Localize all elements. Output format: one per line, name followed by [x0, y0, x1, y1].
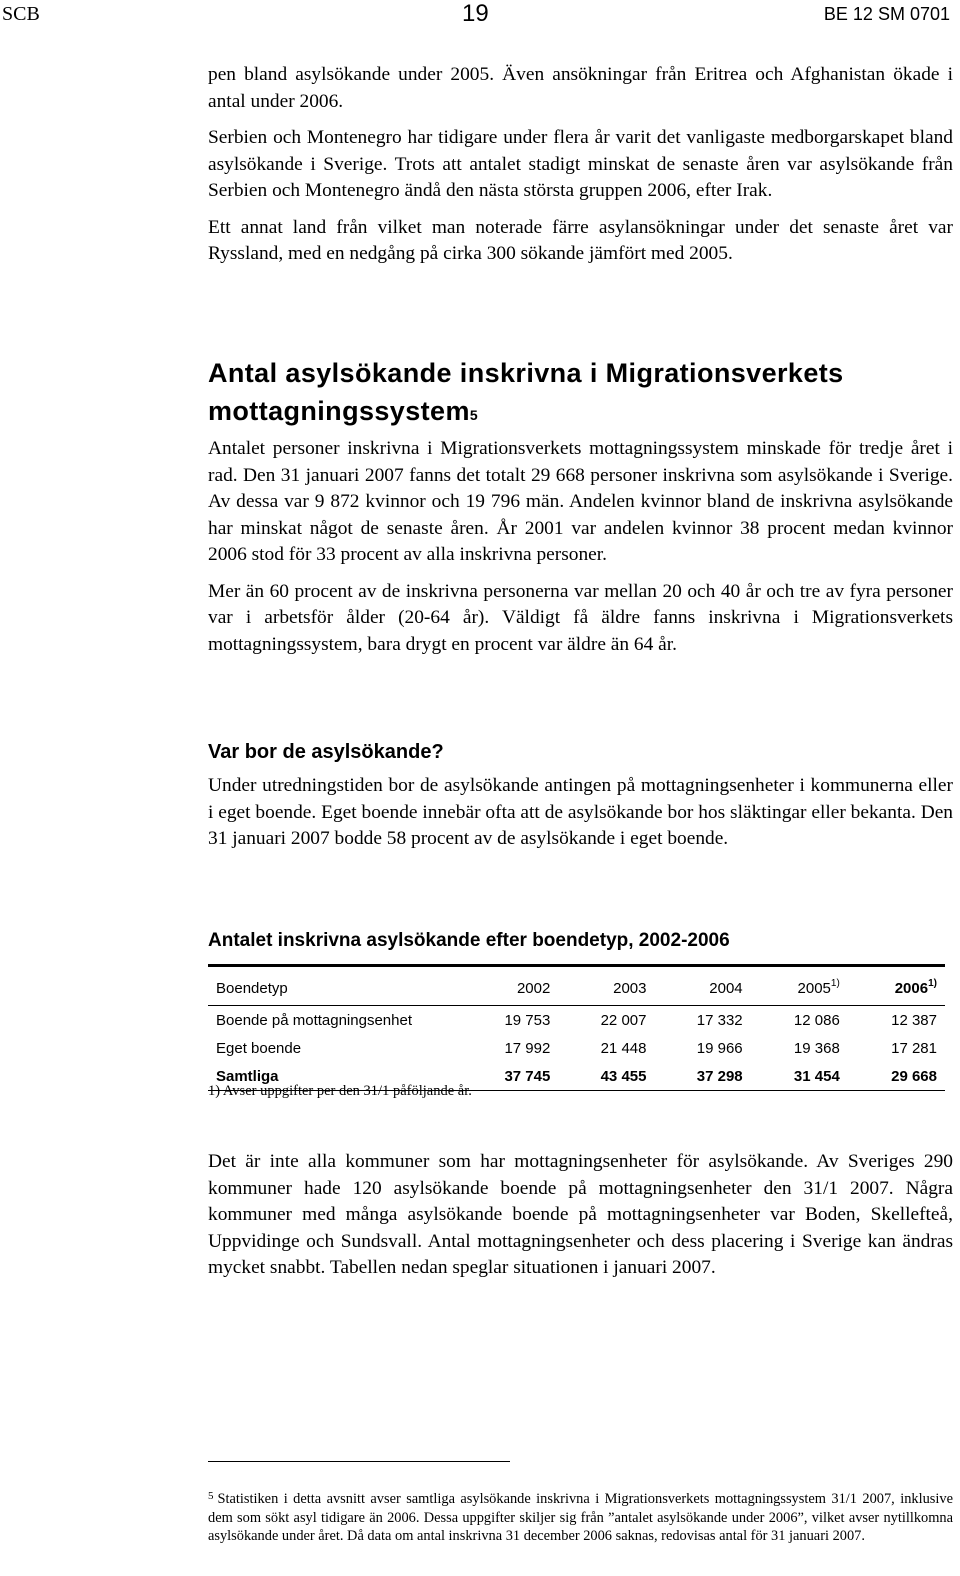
paragraph: Mer än 60 procent av de inskrivna personerna var mellan 20 och 40 år och tre av fyra personer var i arbetsför ålder (20-64 år). Väldigt få äldre fanns inskrivna i Migrationsverkets mottagningssystem, bara drygt en procent var äldre än 64 år. — [208, 580, 953, 655]
section-heading — [208, 354, 953, 430]
column-header: 2003 — [613, 979, 647, 997]
column-header: 2004 — [709, 979, 743, 997]
table-cell: 17 332 — [696, 1011, 743, 1029]
table-cell: 29 668 — [891, 1067, 937, 1085]
row-label: Eget boende — [216, 1039, 302, 1057]
section-boende — [208, 739, 953, 853]
table-cell: 43 455 — [600, 1067, 647, 1085]
footnote — [208, 1490, 953, 1546]
table-title: Antalet inskrivna asylsökande efter boendetyp, 2002-2006 — [208, 930, 730, 951]
table-cell: 22 007 — [600, 1011, 647, 1029]
paragraph: Under utredningstiden bor de asylsökande antingen på mottagningsenheter i kommunerna eller i eget boende. Eget boende innebär ofta att de asylsökande bor hos släktingar eller bekanta. Den 31 januari 2007 bodde 58 procent av de asylsökande i eget boende. — [208, 775, 953, 849]
column-header: 2002 — [516, 979, 551, 997]
paragraph: Serbien och Montenegro har tidigare under flera år varit det vanligaste medborgarskapet bland asylsökande i Sverige. Trots att antalet stadigt minskat de senaste åren var asylsökande från Serbien och Montenegro ändå den nästa största gruppen 2006, efter Irak. — [208, 127, 953, 201]
column-header: 2005$^{1)}$ — [797, 977, 840, 997]
table-cell: 12 387 — [891, 1011, 937, 1029]
paragraph: pen bland asylsökande under 2005. Även ansökningar från Eritrea och Afghanistan ökade i antal under 2006. — [208, 64, 953, 112]
table-cell: 37 298 — [696, 1067, 743, 1085]
report-code: BE 12 SM 0701 — [823, 4, 950, 24]
paragraph: Ett annat land från vilket man noterade färre asylansökningar under det senaste året var Ryssland, med en nedgång på cirka 300 sökande jämfört med 2005. — [208, 216, 953, 264]
table-cell: 19 368 — [793, 1039, 840, 1057]
year-note-mark: 1) — [830, 977, 840, 989]
bottom-text-block — [208, 1149, 953, 1282]
row-label: Boende på mottagningsenhet — [216, 1011, 412, 1029]
year-note-mark: 1) — [928, 977, 937, 989]
subsection-heading: Var bor de asylsökande? — [208, 741, 444, 763]
footnote-ref[interactable]: 5 — [469, 407, 478, 423]
table-cell: 17 281 — [891, 1039, 937, 1057]
section-inskrivna — [208, 354, 953, 658]
table-title-wrap — [208, 928, 953, 954]
table-row — [208, 1006, 945, 1035]
column-header: 2006$^{1)}$ — [894, 977, 937, 997]
table-cell: 37 745 — [504, 1067, 551, 1085]
table-note: 1) Avser uppgifter per den 31/1 påföljande år. — [208, 1083, 472, 1099]
table-cell: 31 454 — [793, 1067, 840, 1085]
footnote-divider — [208, 1461, 510, 1462]
column-header: Boendetyp — [216, 979, 288, 997]
row-label: Samtliga — [216, 1067, 279, 1085]
footnote-number: 5 — [208, 1490, 214, 1502]
paragraph: Det är inte alla kommuner som har mottagningsenheter för asylsökande. Av Sveriges 290 kommuner hade 120 asylsökande boende på mottagningsenheter den 31/1 2007. Några kommuner med många asylsökande boende på mottagningsenheter var Boden, Skellefteå, Uppvidinge och Sundsvall. Antal mottagningsenheter och dess placering i Sverige kan ändras mycket snabbt. Tabellen nedan speglar situationen i januari 2007. — [208, 1151, 953, 1278]
table-cell: 12 086 — [793, 1011, 840, 1029]
table-cell: 19 753 — [504, 1011, 551, 1029]
publisher-label: SCB — [2, 3, 40, 25]
top-text-block — [208, 62, 953, 268]
page-number: 19 — [462, 0, 489, 27]
paragraph: Antalet personer inskrivna i Migrationsverkets mottagningssystem minskade för tredje året i rad. Den 31 januari 2007 fanns det totalt 29 668 personer inskrivna som asylsökande i Sverige. Av dessa var 9 872 kvinnor och 19 796 män. Andelen kvinnor bland de inskrivna asylsökande har minskat något de senaste åren. År 2001 var andelen kvinnor 38 procent medan kvinnor 2006 stod för 33 procent av alla inskrivna personer. — [208, 438, 953, 565]
table-row — [208, 1034, 945, 1062]
table-cell: 17 992 — [504, 1039, 551, 1057]
boendetyp-table — [208, 964, 945, 1091]
table-cell: 19 966 — [696, 1039, 743, 1057]
table-cell: 21 448 — [600, 1039, 647, 1057]
page-header — [0, 0, 960, 34]
table-header-row — [208, 966, 945, 1006]
section-heading-text: Antal asylsökande inskrivna i Migrationsverkets mottagningssystem — [208, 358, 844, 426]
footnote-text: Statistiken i detta avsnitt avser samtliga asylsökande inskrivna i Migrationsverkets mottagningssystem 31/1 2007, inklusive dem som sökt asyl tidigare än 2006. Dessa uppgifter skiljer sig från ”antalet asylsökande under 2006”, vilket avser nytillkomna asylsökande under året. Då data om antal inskrivna 31 december 2006 saknas, redovisas antal för 31 januari 2007. — [208, 1491, 953, 1544]
